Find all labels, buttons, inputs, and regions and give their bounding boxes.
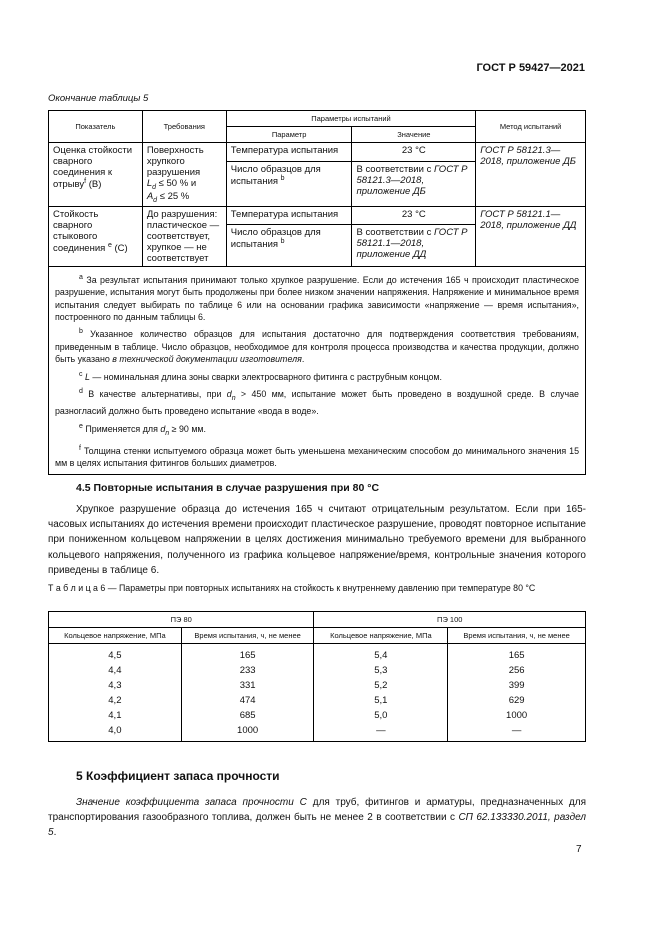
requirements-cell: Поверхность хрупкого разрушения $L_d \le 50$ % и $A_d \le 25$ % (142, 143, 226, 207)
table5 (48, 110, 586, 475)
value-cell: 23 °С (352, 206, 476, 224)
col-stress-pe100: Кольцевое напряжение, МПа (314, 628, 448, 644)
col-indicator: Показатель (49, 111, 143, 143)
cell: — (448, 723, 586, 742)
section-4-5-heading: 4.5 Повторные испытания в случае разрушения при 80 °С (76, 482, 380, 494)
param-cell: Число образцов для испытания $^b$ (226, 224, 352, 266)
cell: 4,2 (49, 693, 182, 708)
param-cell: Число образцов для испытания $^b$ (226, 161, 352, 206)
col-stress-pe80: Кольцевое напряжение, МПа (49, 628, 182, 644)
table-row (49, 678, 586, 693)
table-row (49, 693, 586, 708)
param-cell: Температура испытания (226, 206, 352, 224)
table6-caption: Т а б л и ц а 6 — Параметры при повторных испытаниях на стойкость к внутреннему давлению при температуре 80 °С (48, 583, 536, 593)
method-cell: ГОСТ Р 58121.1—2018, приложение ДД (476, 206, 586, 266)
section-5-paragraph: Значение коэффициента запаса прочности С для труб, фитингов и арматуры, предназначенных для транспортирования газообразного топлива, должен быть не менее 2 в соответствии с СП 62.133330.2011, раздел 5. (48, 797, 586, 839)
footnote-c: $^c$ L — номинальная длина зоны сварки электросварного фитинга с раструбным концом. (79, 370, 442, 382)
table6 (48, 611, 586, 742)
cell: 331 (181, 678, 314, 693)
col-param: Параметр (226, 127, 352, 143)
indicator-cell: Оценка стойкости сварного соединения к отрыву$^f$ (B) (49, 143, 143, 207)
standard-header: ГОСТ Р 59427—2021 (476, 62, 585, 74)
cell: 5,0 (314, 708, 448, 723)
footnote-a: $^a$ За результат испытания принимают только хрупкое разрушение. Если до истечения 165 ч происходит пластическое разрушение, испытания могут быть продолжены при более низком значении напряжения. Напряжение и минимальное время испытания следует выбирать по таблице 6 или на основании графика зависимости «напряжение — время испытания», построенного по данным таблицы 6. (55, 273, 580, 322)
footnote-f: $^f$ Толщина стенки испытуемого образца может быть уменьшена механическим способом до минимального значения 15 мм в целях испытания фитингов больших диаметров. (55, 444, 580, 469)
value-cell: 23 °С (352, 143, 476, 162)
cell: 256 (448, 663, 586, 678)
page-number: 7 (576, 844, 582, 855)
cell: 629 (448, 693, 586, 708)
col-time-pe80: Время испытания, ч, не менее (181, 628, 314, 644)
cell: 5,2 (314, 678, 448, 693)
cell: 233 (181, 663, 314, 678)
col-value: Значение (352, 127, 476, 143)
cell: 5,4 (314, 644, 448, 664)
col-params-group: Параметры испытаний (226, 111, 475, 127)
method-cell: ГОСТ Р 58121.3—2018, приложение ДБ (476, 143, 586, 207)
table-row (49, 206, 586, 224)
table-row (49, 723, 586, 742)
table-row (49, 143, 586, 162)
cell: 4,3 (49, 678, 182, 693)
col-method: Метод испытаний (476, 111, 586, 143)
table5-footnotes (49, 266, 586, 475)
table-row (49, 708, 586, 723)
section-5-heading: 5 Коэффициент запаса прочности (76, 769, 280, 783)
col-requirements: Требования (142, 111, 226, 143)
table-row (49, 644, 586, 664)
cell: 4,4 (49, 663, 182, 678)
footnote-e: $^e$ Применяется для $d_n \ge 90$ мм. (79, 422, 206, 437)
value-cell: В соответствии с ГОСТ Р 58121.1—2018, приложение ДД (352, 224, 476, 266)
cell: 4,0 (49, 723, 182, 742)
col-pe100: ПЭ 100 (314, 612, 586, 628)
col-pe80: ПЭ 80 (49, 612, 314, 628)
value-cell: В соответствии с ГОСТ Р 58121.3—2018, приложение ДБ (352, 161, 476, 206)
cell: — (314, 723, 448, 742)
cell: 399 (448, 678, 586, 693)
param-cell: Температура испытания (226, 143, 352, 162)
cell: 5,3 (314, 663, 448, 678)
table-row (49, 663, 586, 678)
table5-caption: Окончание таблицы 5 (48, 93, 149, 104)
cell: 5,1 (314, 693, 448, 708)
cell: 4,5 (49, 644, 182, 664)
cell: 165 (181, 644, 314, 664)
footnote-d: $^d$ В качестве альтернативы, при $d_n > 450$ мм, испытание может быть проведено в воздушной среде. В случае разногласий должно быть проведено испытание «вода в воде». (55, 387, 579, 417)
col-time-pe100: Время испытания, ч, не менее (448, 628, 586, 644)
cell: 165 (448, 644, 586, 664)
cell: 1000 (181, 723, 314, 742)
footnote-b: $^b$ Указанное количество образцов для испытания достаточно для подтверждения соответствия требованиям, приведенным в таблице. Число образцов, необходимое для контроля процесса производства и качества продукции, должно быть указано в технической документации изготовителя. (55, 328, 579, 365)
cell: 685 (181, 708, 314, 723)
indicator-cell: Стойкость сварного стыкового соединения $^e$ (С) (49, 206, 143, 266)
cell: 474 (181, 693, 314, 708)
section-4-5-paragraph: Хрупкое разрушение образца до истечения 165 ч считают отрицательным результатом. Если при 165-часовых испытаниях до истечения времени происходит пластическое разрушение, проводят повторное испытание при пониженном кольцевом напряжении в целях достижения минимально требуемого времени для выбранного кольцевого напряжения, полученного из графика кольцевое напряжение/время, контрольные значения которого приведены в таблице 6. (48, 504, 586, 576)
cell: 1000 (448, 708, 586, 723)
cell: 4,1 (49, 708, 182, 723)
requirements-cell: До разрушения: пластическое — соответствует, хрупкое — не соответствует (142, 206, 226, 266)
